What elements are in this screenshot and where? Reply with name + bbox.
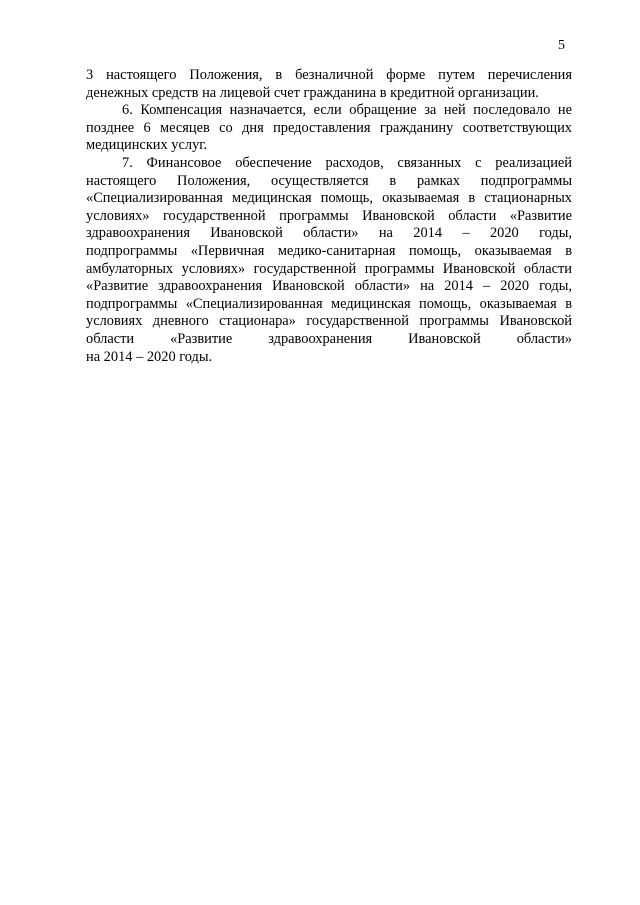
text-line: 3 настоящего Положения, в безналичной форме путем перечисления (86, 67, 572, 83)
text-line: позднее 6 месяцев со дня предоставления гражданину соответствующих (86, 119, 572, 136)
text-line: амбулаторных условиях» государственной программы Ивановской области (86, 260, 572, 277)
text-line: «Развитие здравоохранения Ивановской области» на 2014 – 2020 годы, (86, 278, 572, 295)
text-line: денежных средств на лицевой счет гражданина в кредитной организации. (86, 84, 539, 101)
text-line: подпрограммы «Первичная медико-санитарная помощь, оказываемая в (86, 242, 572, 259)
document-body (86, 67, 572, 366)
text-line: подпрограммы «Специализированная медицинская помощь, оказываемая в (86, 295, 572, 312)
text-line: области «Развитие здравоохранения Ивановской области» (86, 330, 572, 347)
text-line: 7. Финансовое обеспечение расходов, связанных с реализацией (122, 154, 572, 171)
text-line: условиях» государственной программы Ивановской области «Развитие (86, 207, 572, 224)
paragraph-item-7 (86, 155, 572, 366)
text-line: здравоохранения Ивановской области» на 2014 – 2020 годы, (86, 225, 572, 242)
text-line: условиях дневного стационара» государственной программы Ивановской (86, 313, 572, 330)
text-line: «Специализированная медицинская помощь, оказываемая в стационарных (86, 190, 572, 207)
text-line: 6. Компенсация назначается, если обращение за ней последовало не (122, 102, 572, 119)
paragraph-continuation (86, 67, 572, 102)
text-line: медицинских услуг. (86, 137, 208, 154)
paragraph-item-6 (86, 102, 572, 155)
page-number: 5 (558, 38, 565, 53)
text-line: настоящего Положения, осуществляется в рамках подпрограммы (86, 172, 572, 189)
text-line: на 2014 – 2020 годы. (86, 348, 213, 365)
